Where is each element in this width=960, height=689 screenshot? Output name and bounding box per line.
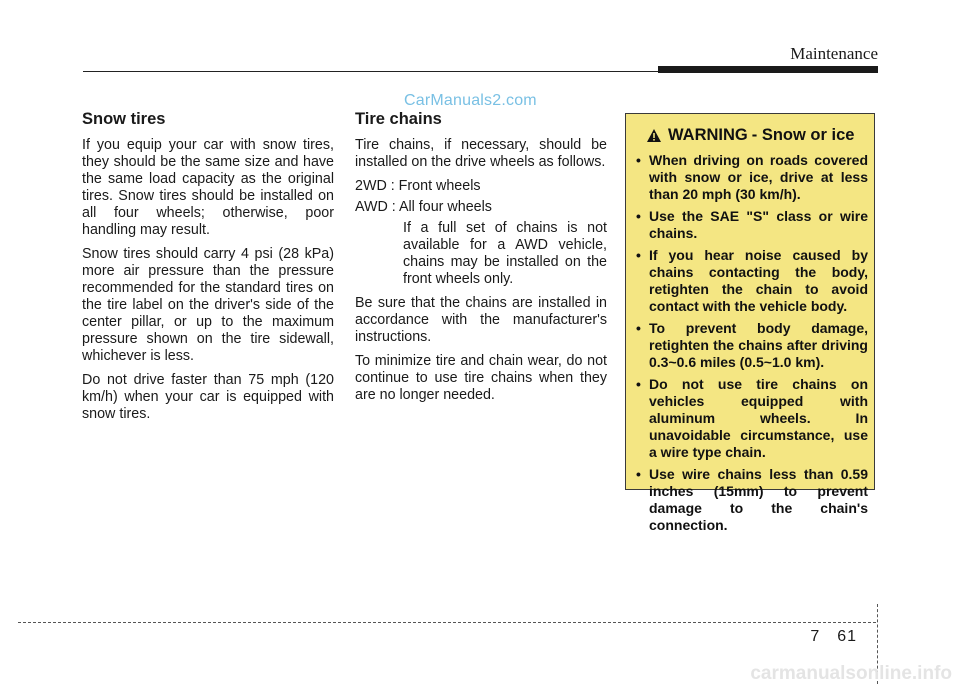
warning-item: • Do not use tire chains on vehicles equipped with aluminum wheels. In unavoidable circumstance, use a wire type chain. (636, 376, 868, 460)
warning-item: • If you hear noise caused by chains contacting the body, retighten the chain to avoid contact with the vehicle body. (636, 247, 868, 314)
bullet-icon: • (636, 208, 641, 224)
chapter-number: 7 (810, 628, 821, 645)
watermark-bottom: carmanualsonline.info (750, 663, 952, 684)
tire-chains-intro: Tire chains, if necessary, should be installed on the drive wheels as follows. (355, 137, 607, 170)
bullet-icon: • (636, 466, 641, 482)
bullet-icon: • (636, 152, 641, 168)
warning-item: • When driving on roads covered with snow or ice, drive at less than 20 mph (30 km/h). (636, 152, 868, 202)
snow-tires-paragraph-3: Do not drive faster than 75 mph (120 km/h) when your car is equipped with snow tires. (82, 372, 334, 422)
warning-list (636, 152, 868, 539)
tire-chains-awd: AWD : All four wheels (355, 199, 492, 215)
footer-dashed-rule (18, 622, 876, 623)
warning-item: • Use wire chains less than 0.59 inches (15mm) to prevent damage to the chain's connection. (636, 466, 868, 533)
watermark-top: CarManuals2.com (404, 92, 537, 109)
warning-item: • Use the SAE "S" class or wire chains. (636, 208, 868, 241)
tire-chains-column (355, 109, 607, 411)
warning-triangle-icon (646, 128, 662, 143)
header-rule-thin (83, 71, 658, 72)
page-index: 61 (837, 628, 857, 645)
snow-tires-paragraph-2: Snow tires should carry 4 psi (28 kPa) more air pressure than the pressure recommended for the standard tires on the tire label on the driver's side of the center pillar, or up to the maximum pressure shown on the tire sidewall, whichever is less. (82, 246, 334, 364)
tire-chains-paragraph-2: Be sure that the chains are installed in accordance with the manufacturer's instructions. (355, 295, 607, 345)
header-rule-thick (658, 66, 878, 73)
warning-box (625, 113, 875, 533)
warning-item: • To prevent body damage, retighten the chains after driving 0.3~0.6 miles (0.5~1.0 km). (636, 320, 868, 370)
bullet-icon: • (636, 320, 641, 336)
snow-tires-column (82, 109, 334, 430)
tire-chains-paragraph-3: To minimize tire and chain wear, do not continue to use tire chains when they are no longer needed. (355, 353, 607, 403)
section-title: Maintenance (790, 44, 878, 63)
warning-label: WARNING (668, 126, 748, 144)
tire-chains-heading: Tire chains (355, 110, 442, 128)
snow-tires-paragraph-1: If you equip your car with snow tires, they should be the same size and have the same load capacity as the original tires. Snow tires should be installed on all four wheels; otherwise, poor handling may result. (82, 137, 334, 238)
tire-chains-2wd: 2WD : Front wheels (355, 178, 481, 194)
bullet-icon: • (636, 247, 641, 263)
warning-subtitle: - Snow or ice (751, 126, 855, 144)
page-number (810, 628, 857, 646)
bullet-icon: • (636, 376, 641, 392)
snow-tires-heading: Snow tires (82, 110, 166, 128)
warning-header (646, 126, 854, 145)
tire-chains-awd-note: If a full set of chains is not available for a AWD vehicle, chains may be installed on the front wheels only. (403, 220, 607, 287)
